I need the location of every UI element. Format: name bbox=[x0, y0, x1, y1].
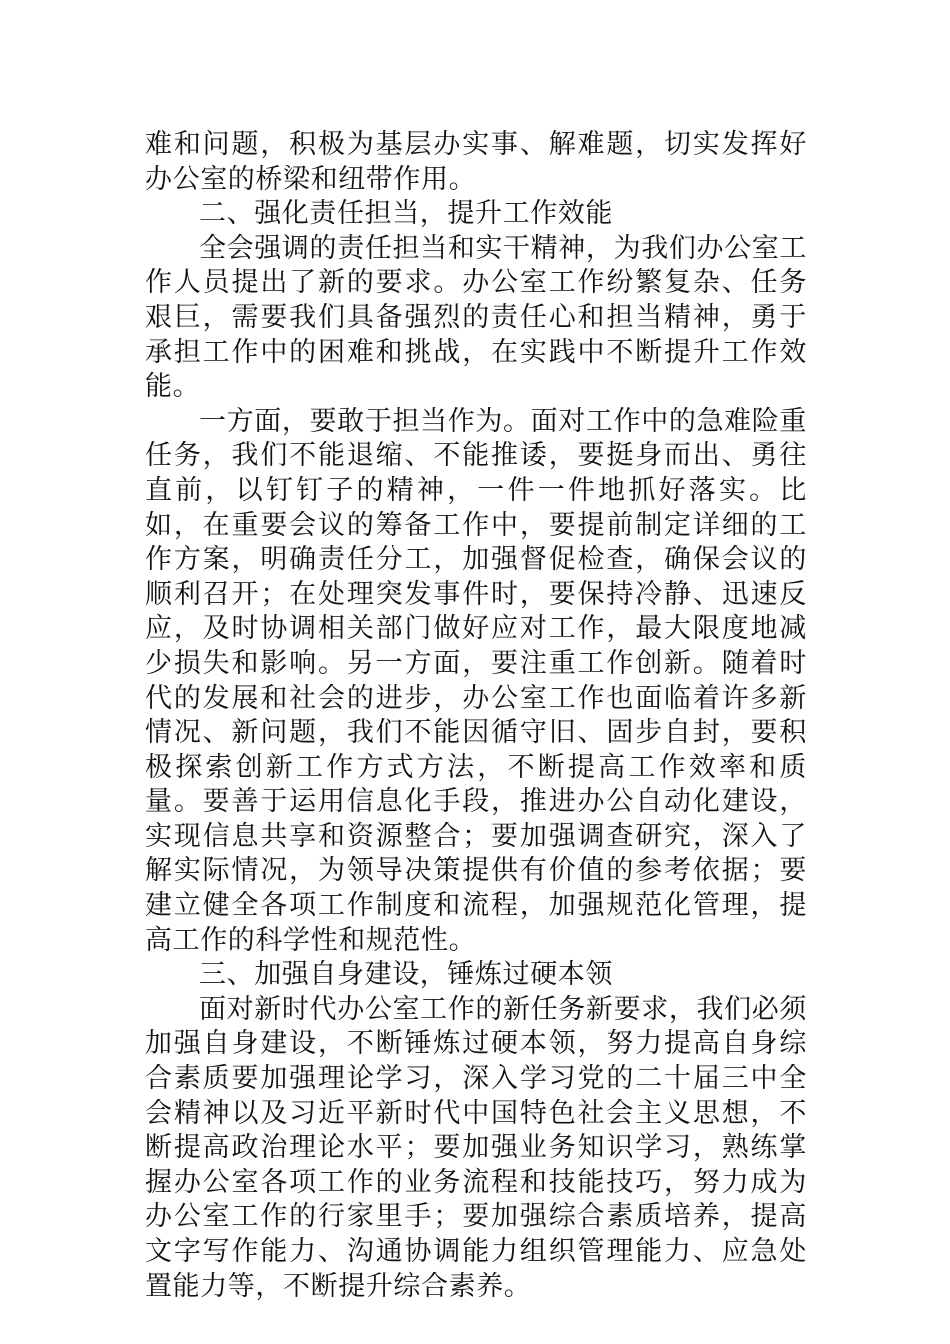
section-heading-three: 三、加强自身建设，锤炼过硬本领 bbox=[199, 959, 613, 991]
paragraph-responsibility: 全会强调的责任担当和实干精神，为我们办公室工作人员提出了新的要求。办公室工作纷繁复杂、任务艰巨，需要我们具备强烈的责任心和担当精神，勇于承担工作中的困难和挑战，在实践中不断提升工作效能。 bbox=[145, 232, 807, 403]
paragraph-dare-to-act: 一方面，要敢于担当作为。面对工作中的急难险重任务，我们不能退缩、不能推诿，要挺身而出、勇往直前，以钉钉子的精神，一件一件地抓好落实。比如，在重要会议的筹备工作中，要提前制定详细的工作方案，明确责任分工，加强督促检查，确保会议的顺利召开；在处理突发事件时，要保持冷静、迅速反应，及时协调相关部门做好应对工作，最大限度地减少损失和影响。另一方面，要注重工作创新。随着时代的发展和社会的进步，办公室工作也面临着许多新情况、新问题，我们不能因循守旧、固步自封，要积极探索创新工作方式方法，不断提高工作效率和质量。要善于运用信息化手段，推进办公自动化建设，实现信息共享和资源整合；要加强调查研究，深入了解实际情况，为领导决策提供有价值的参考依据；要建立健全各项工作制度和流程，加强规范化管理，提高工作的科学性和规范性。 bbox=[145, 405, 807, 956]
paragraph-continuation: 难和问题，积极为基层办实事、解难题，切实发挥好办公室的桥梁和纽带作用。 bbox=[145, 129, 807, 195]
document-body bbox=[145, 128, 807, 1304]
paragraph-self-building: 面对新时代办公室工作的新任务新要求，我们必须加强自身建设，不断锤炼过硬本领，努力提高自身综合素质要加强理论学习，深入学习党的二十届三中全会精神以及习近平新时代中国特色社会主义思想，不断提高政治理论水平；要加强业务知识学习，熟练掌握办公室各项工作的业务流程和技能技巧，努力成为办公室工作的行家里手；要加强综合素质培养，提高文字写作能力、沟通协调能力组织管理能力、应急处置能力等，不断提升综合素养。 bbox=[145, 993, 807, 1302]
section-heading-two: 二、强化责任担当，提升工作效能 bbox=[199, 198, 613, 230]
